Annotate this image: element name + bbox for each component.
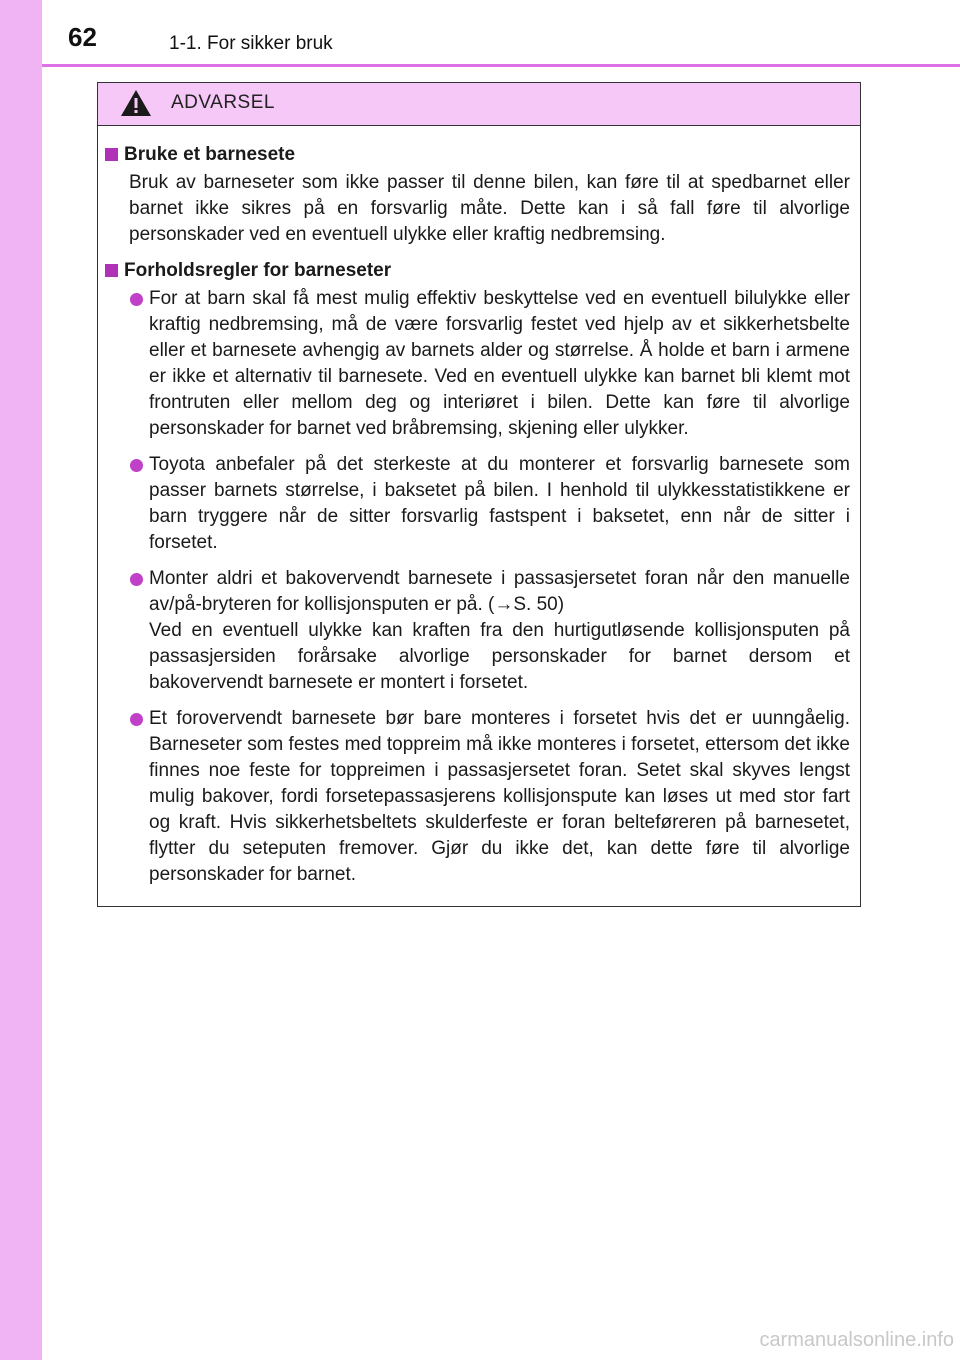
bullet-item-forward-facing: Et forovervendt barnesete bør bare monteres i forsetet hvis det er uunngåelig. Barneseter som festes med toppreim må ikke monteres i forsetet, ettersom det ikke finnes noe feste for toppreimen i passasjersetet foran. Setet skal skyves lengst mulig bakover, fordi forsetepassasjerens kollisjonspute kan løses ut med stor fart og kraft. Hvis sikkerhetsbeltets skulderfeste er foran belteføreren på barnesetet, flytter du seteputen fremover. Gjør du ikke det, kan dette føre til alvorlige personskader for barnet. <box>105 706 850 888</box>
circle-bullet-icon <box>130 459 143 472</box>
paragraph-child-seat-use: Bruk av barneseter som ikke passer til denne bilen, kan føre til at spedbarnet eller barnet ikke sikres på en forsvarlig måte. Dette kan i så fall føre til alvorlige personskader ved en eventuell ulykke eller kraftig nedbremsing. <box>129 172 850 245</box>
bullet-item-rear-facing: Monter aldri et bakovervendt barnesete i passasjersetet foran når den manuelle av/på-bryteren for kollisjonsputen er på. (→S. 50) Ved en eventuell ulykke kan kraften fra den hurtigutløsende kollisjonsputen på passasjersiden forårsake alvorlige personskader for barnet dersom et bakovervendt barnesete er montert i forsetet. <box>105 566 850 696</box>
section-title: 1-1. For sikker bruk <box>169 33 333 54</box>
warning-header <box>98 83 860 126</box>
square-bullet-icon <box>105 148 118 161</box>
bullet-item-protection: For at barn skal få mest mulig effektiv beskyttelse ved en eventuell bilulykke eller kraftig nedbremsing, må de være forsvarlig festet ved hjelp av et sikkerhetsbelte eller et barnesete avhengig av barnets alder og størrelse. Å holde et barn i armene er ikke et alternativ til barnesete. Ved en eventuell ulykke kan barnet bli klemt mot frontruten eller mellom deg og interiøret i bilen. Dette kan føre til alvorlige personskader for barnet ved bråbremsing, skjening eller ulykker. <box>105 286 850 442</box>
warning-label: ADVARSEL <box>171 92 275 113</box>
header-divider <box>42 64 960 67</box>
circle-bullet-icon <box>130 713 143 726</box>
warning-triangle-icon <box>119 88 153 118</box>
watermark: carmanualsonline.info <box>759 1329 954 1351</box>
bullet-item-toyota-recommendation: Toyota anbefaler på det sterkeste at du monterer et forsvarlig barnesete som passer barnets størrelse, i baksetet på bilen. I henhold til ulykkesstatistikkene er barn tryggere når de sitter forsvarlig fastspent i baksetet, enn når de sitter i forsetet. <box>105 452 850 556</box>
warning-box <box>97 82 861 907</box>
warning-body <box>98 126 860 888</box>
page-number: 62 <box>68 22 97 52</box>
side-color-strip <box>0 0 42 1360</box>
section-heading-child-seat-use: Bruke et barnesete <box>105 142 850 168</box>
square-bullet-icon <box>105 264 118 277</box>
circle-bullet-icon <box>130 573 143 586</box>
section-heading-precautions: Forholdsregler for barneseter <box>105 258 850 284</box>
circle-bullet-icon <box>130 293 143 306</box>
